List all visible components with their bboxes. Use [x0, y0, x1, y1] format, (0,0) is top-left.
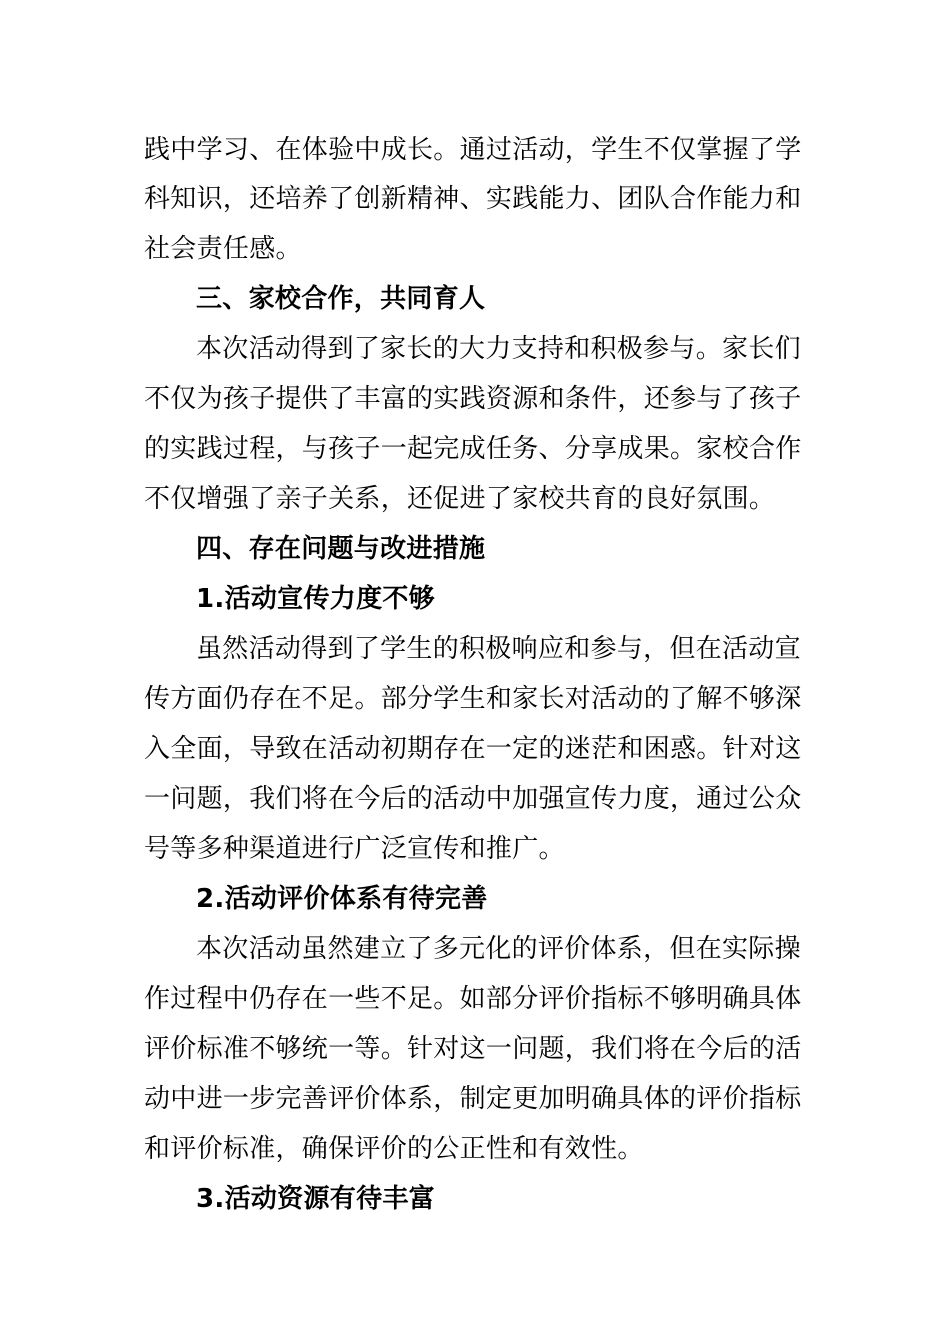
- subsection-heading: 1.活动宣传力度不够: [196, 584, 435, 614]
- body-text-line: 不仅为孩子提供了丰富的实践资源和条件，还参与了孩子: [144, 384, 802, 414]
- paragraph-first-line: 虽然活动得到了学生的积极响应和参与，但在活动宣: [196, 634, 801, 664]
- body-text-line: 的实践过程，与孩子一起完成任务、分享成果。家校合作: [144, 434, 802, 464]
- body-text-line: 不仅增强了亲子关系，还促进了家校共育的良好氛围。: [144, 484, 776, 514]
- section-heading: 四、存在问题与改进措施: [196, 534, 486, 564]
- paragraph-first-line: 本次活动得到了家长的大力支持和积极参与。家长们: [196, 334, 801, 364]
- body-text-line: 评价标准不够统一等。针对这一问题，我们将在今后的活: [144, 1034, 802, 1064]
- subsection-heading: 2.活动评价体系有待完善: [196, 884, 488, 914]
- body-text-line: 作过程中仍存在一些不足。如部分评价指标不够明确具体: [144, 984, 802, 1014]
- body-text-line: 动中进一步完善评价体系，制定更加明确具体的评价指标: [144, 1084, 802, 1114]
- subsection-heading: 3.活动资源有待丰富: [196, 1184, 435, 1214]
- paragraph-first-line: 本次活动虽然建立了多元化的评价体系，但在实际操: [196, 934, 801, 964]
- body-text-line: 社会责任感。: [144, 234, 302, 264]
- body-text-line: 科知识，还培养了创新精神、实践能力、团队合作能力和: [144, 184, 802, 214]
- body-text-line: 号等多种渠道进行广泛宣传和推广。: [144, 834, 565, 864]
- body-text-line: 一问题，我们将在今后的活动中加强宣传力度，通过公众: [144, 784, 802, 814]
- body-text-line: 入全面，导致在活动初期存在一定的迷茫和困惑。针对这: [144, 734, 802, 764]
- body-text-line: 传方面仍存在不足。部分学生和家长对活动的了解不够深: [144, 684, 802, 714]
- body-text-line: 和评价标准，确保评价的公正性和有效性。: [144, 1134, 644, 1164]
- section-heading: 三、家校合作，共同育人: [196, 284, 486, 314]
- body-text-line: 践中学习、在体验中成长。通过活动，学生不仅掌握了学: [144, 135, 802, 165]
